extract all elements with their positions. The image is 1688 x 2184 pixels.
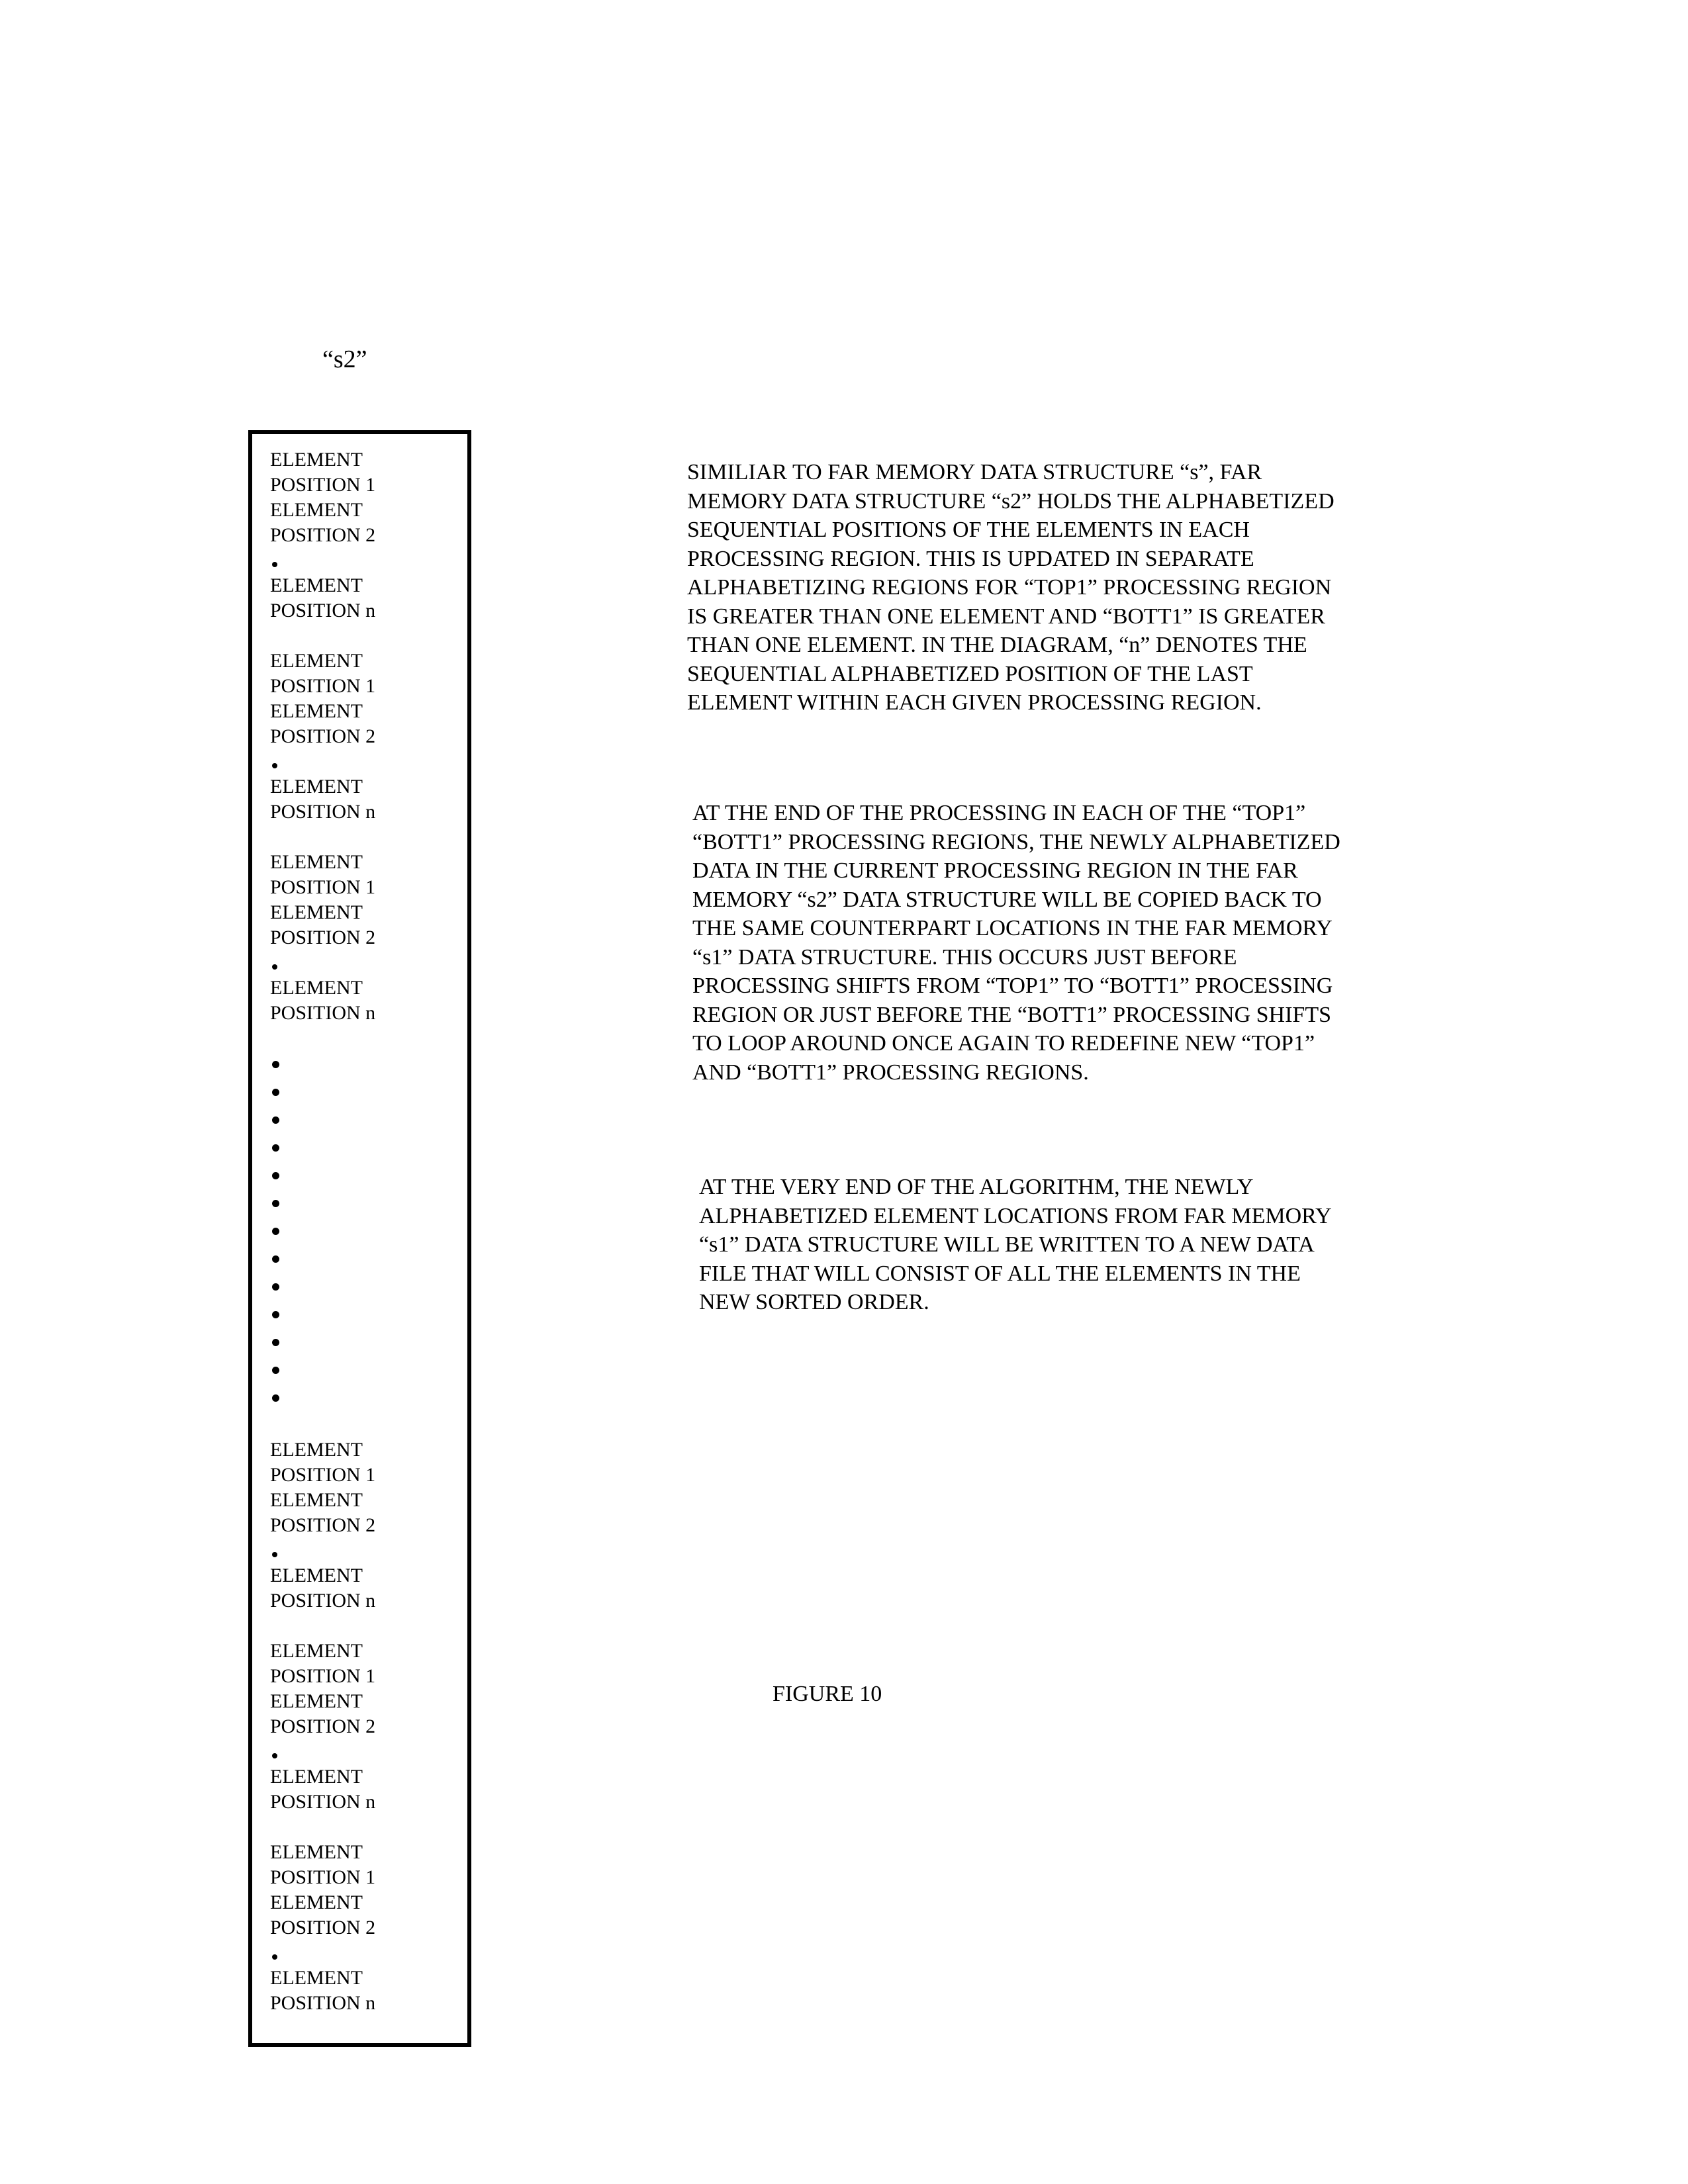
figure-caption: FIGURE 10 [773,1682,882,1706]
box-blank-line [270,1815,463,1840]
box-text-line: POSITION 1 [270,675,376,697]
period-dot-icon [272,1552,277,1557]
paragraph-line: AT THE END OF THE PROCESSING IN EACH OF THE “TOP1” [692,801,1306,825]
ellipsis-dot-icon [272,1061,279,1068]
box-text-line: POSITION 2 [270,927,376,948]
box-text-line: POSITION 1 [270,1866,376,1888]
box-ellipsis-line [270,1079,463,1107]
box-text-line: ELEMENT [270,1565,363,1586]
box-text-line: ELEMENT [270,700,363,722]
paragraph-line: THAN ONE ELEMENT. IN THE DIAGRAM, “n” DENOTES THE [687,633,1307,657]
box-text-line: POSITION 2 [270,524,376,546]
paragraph-line: AT THE VERY END OF THE ALGORITHM, THE NEWLY [699,1175,1254,1199]
box-ellipsis-line [270,1329,463,1357]
paragraph-line: “BOTT1” PROCESSING REGIONS, THE NEWLY ALPHABETIZED [692,829,1340,854]
box-period-line [270,950,463,976]
box-text-line: ELEMENT [270,574,363,596]
box-blank-line [270,1412,463,1437]
box-ellipsis-line [270,1162,463,1190]
paragraph-line: DATA IN THE CURRENT PROCESSING REGION IN THE FAR [692,858,1298,883]
paragraph-line: SIMILIAR TO FAR MEMORY DATA STRUCTURE “s”, FAR [687,460,1262,484]
ellipsis-dot-icon [272,1367,279,1374]
ellipsis-dot-icon [272,1089,279,1096]
ellipsis-dot-icon [272,1311,279,1318]
period-dot-icon [272,562,277,567]
box-text-line: ELEMENT [270,1640,363,1662]
paragraph-line: FILE THAT WILL CONSIST OF ALL THE ELEMENTS IN THE [699,1261,1301,1286]
box-period-line [270,1538,463,1563]
box-blank-line [270,623,463,649]
ellipsis-dot-icon [272,1172,279,1179]
box-ellipsis-line [270,1385,463,1412]
box-period-line [270,548,463,573]
ellipsis-dot-icon [272,1144,279,1152]
box-ellipsis-line [270,1246,463,1273]
far-memory-s2-box [248,430,471,2047]
period-dot-icon [272,964,277,970]
box-text-line: ELEMENT [270,1967,363,1989]
paragraph-line: REGION OR JUST BEFORE THE “BOTT1” PROCESSING SHIFTS [692,1002,1331,1027]
box-text-line: POSITION 2 [270,1917,376,1938]
ellipsis-dot-icon [272,1283,279,1291]
box-ellipsis-line [270,1357,463,1385]
box-text-line: ELEMENT [270,1766,363,1788]
box-text-line: POSITION n [270,1791,376,1813]
box-text-line: ELEMENT [270,1690,363,1712]
box-ellipsis-line [270,1273,463,1301]
box-ellipsis-line [270,1301,463,1329]
box-text-line: POSITION 1 [270,876,376,898]
data-structure-s2-label: “s2” [322,345,367,373]
box-ellipsis-line [270,1134,463,1162]
box-text-line: ELEMENT [270,1489,363,1511]
ellipsis-dot-icon [272,1255,279,1263]
box-text-line: ELEMENT [270,776,363,797]
box-text-line: ELEMENT [270,449,363,471]
ellipsis-dot-icon [272,1200,279,1207]
box-text-line: POSITION 2 [270,1715,376,1737]
ellipsis-dot-icon [272,1339,279,1346]
paragraph-line: IS GREATER THAN ONE ELEMENT AND “BOTT1” IS GREATER [687,604,1325,629]
paragraph-line: “s1” DATA STRUCTURE WILL BE WRITTEN TO A NEW DATA [699,1232,1315,1257]
paragraph-line: MEMORY DATA STRUCTURE “s2” HOLDS THE ALPHABETIZED [687,488,1335,514]
box-blank-line [270,825,463,850]
paragraph-line: ELEMENT WITHIN EACH GIVEN PROCESSING REGION. [687,690,1262,715]
period-dot-icon [272,1753,277,1758]
ellipsis-dot-icon [272,1228,279,1235]
paragraph-line: TO LOOP AROUND ONCE AGAIN TO REDEFINE NEW “TOP1” [692,1031,1315,1056]
box-text-line: ELEMENT [270,977,363,999]
box-ellipsis-line [270,1107,463,1134]
paragraph-line: ALPHABETIZED ELEMENT LOCATIONS FROM FAR MEMORY [699,1203,1332,1228]
box-text-line: ELEMENT [270,901,363,923]
box-ellipsis-line [270,1051,463,1079]
paragraph-line: THE SAME COUNTERPART LOCATIONS IN THE FAR MEMORY [692,916,1333,940]
annotation-paragraph-2 [692,799,1340,1087]
paragraph-line: “s1” DATA STRUCTURE. THIS OCCURS JUST BEFORE [692,944,1237,970]
box-text-line: POSITION n [270,801,376,823]
annotation-paragraph-1 [687,458,1335,717]
paragraph-line: PROCESSING SHIFTS FROM “TOP1” TO “BOTT1” PROCESSING [692,974,1333,998]
box-text-line: ELEMENT [270,1439,363,1461]
ellipsis-dot-icon [272,1116,279,1124]
box-period-line [270,1739,463,1764]
box-period-line [270,1940,463,1966]
paragraph-line: SEQUENTIAL POSITIONS OF THE ELEMENTS IN EACH [687,518,1250,542]
box-text-line: ELEMENT [270,1841,363,1863]
box-blank-line [270,1614,463,1639]
box-text-line: ELEMENT [270,650,363,672]
box-text-line: POSITION n [270,600,376,621]
box-text-line: POSITION n [270,1002,376,1024]
box-text-line: ELEMENT [270,1891,363,1913]
paragraph-line: AND “BOTT1” PROCESSING REGIONS. [692,1060,1089,1085]
paragraph-line: ALPHABETIZING REGIONS FOR “TOP1” PROCESSING REGION [687,575,1332,600]
box-text-line: POSITION n [270,1590,376,1612]
box-period-line [270,749,463,774]
box-text-line: POSITION 2 [270,725,376,747]
box-text-line: POSITION n [270,1992,376,2014]
box-text-line: POSITION 2 [270,1514,376,1536]
period-dot-icon [272,1954,277,1960]
box-text-line: POSITION 1 [270,474,376,496]
box-text-line: POSITION 1 [270,1464,376,1486]
box-ellipsis-line [270,1190,463,1218]
box-blank-line [270,1026,463,1051]
paragraph-line: PROCESSING REGION. THIS IS UPDATED IN SEPARATE [687,546,1254,571]
annotation-paragraph-3 [699,1173,1332,1317]
box-text-line: ELEMENT [270,851,363,873]
box-text-line: ELEMENT [270,499,363,521]
paragraph-line: NEW SORTED ORDER. [699,1290,929,1314]
box-text-line: POSITION 1 [270,1665,376,1687]
ellipsis-dot-icon [272,1394,279,1402]
paragraph-line: MEMORY “s2” DATA STRUCTURE WILL BE COPIED BACK TO [692,887,1322,912]
paragraph-line: SEQUENTIAL ALPHABETIZED POSITION OF THE LAST [687,661,1253,686]
box-ellipsis-line [270,1218,463,1246]
period-dot-icon [272,763,277,768]
